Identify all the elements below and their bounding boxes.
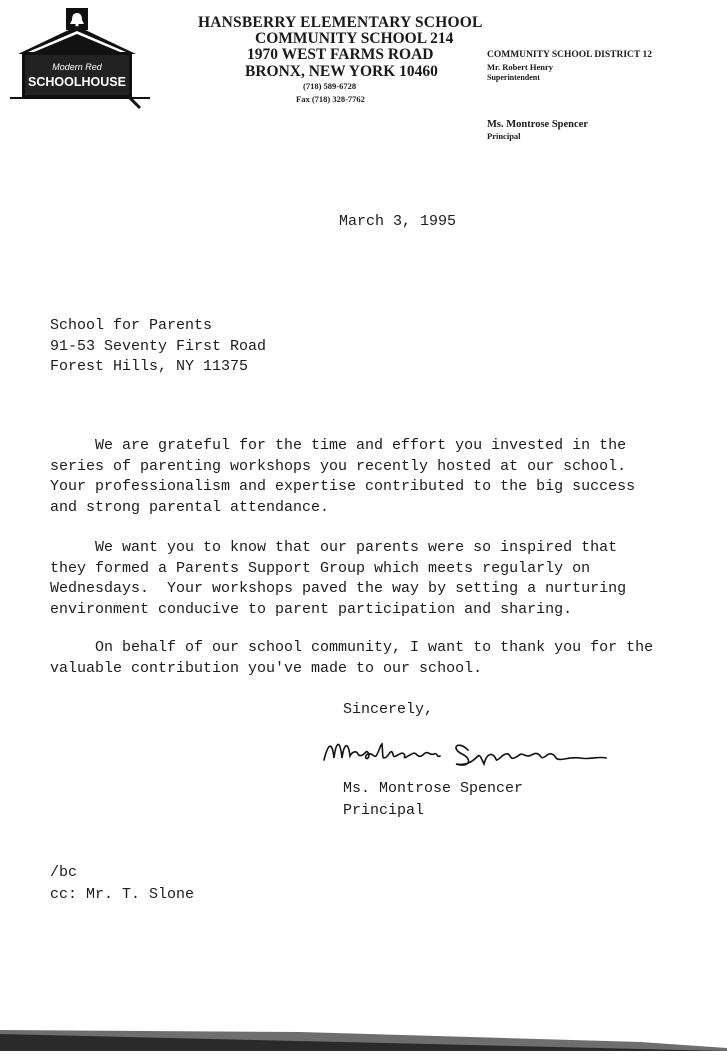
body-line: On behalf of our school community, I want to thank you for the <box>50 639 654 656</box>
schoolhouse-logo-icon <box>10 6 150 111</box>
closing: Sincerely, <box>343 701 434 718</box>
school-name: HANSBERRY ELEMENTARY SCHOOL <box>198 14 483 31</box>
recipient-line: Forest Hills, NY 11375 <box>50 358 249 375</box>
school-fax: Fax (718) 328-7762 <box>296 94 365 104</box>
body-line: and strong parental attendance. <box>50 498 330 516</box>
body-paragraph-1 <box>50 436 635 518</box>
community-school: COMMUNITY SCHOOL 214 <box>255 30 454 47</box>
recipient-address <box>50 316 266 378</box>
signature-icon <box>318 730 610 778</box>
logo-text-bottom: SCHOOLHOUSE <box>28 75 126 89</box>
body-line: Wednesdays. Your workshops paved the way by setting a nurturing <box>50 580 627 597</box>
typist-initials: /bc <box>50 864 78 881</box>
school-city: BRONX, NEW YORK 10460 <box>245 63 438 80</box>
school-logo <box>10 6 150 111</box>
principal-title: Principal <box>487 131 521 141</box>
school-street: 1970 WEST FARMS ROAD <box>247 46 434 63</box>
handwritten-signature <box>318 730 610 778</box>
body-line: they formed a Parents Support Group which meets regularly on <box>50 559 591 577</box>
principal-name: Ms. Montrose Spencer <box>487 119 588 130</box>
body-line: We want you to know that our parents were so inspired that <box>50 539 618 556</box>
signer-title: Principal <box>343 802 425 819</box>
signature-text: Montrose Spencer <box>318 730 326 731</box>
body-line: valuable contribution you've made to our school. <box>50 659 483 677</box>
body-line: series of parenting workshops you recently hosted at our school. <box>50 457 627 475</box>
superintendent-title: Superintendent <box>487 73 540 82</box>
school-phone: (718) 589-6728 <box>303 81 357 91</box>
district-name: COMMUNITY SCHOOL DISTRICT 12 <box>487 50 652 60</box>
scan-edge-icon <box>0 1020 727 1051</box>
recipient-line: School for Parents <box>50 317 213 334</box>
carbon-copy: cc: Mr. T. Slone <box>50 886 195 903</box>
body-line: Your professionalism and expertise contributed to the big success <box>50 478 636 495</box>
body-paragraph-3 <box>50 638 653 679</box>
recipient-line: 91-53 Seventy First Road <box>50 337 267 355</box>
signer-name: Ms. Montrose Spencer <box>343 780 524 797</box>
body-paragraph-2 <box>50 538 626 620</box>
letter-date: March 3, 1995 <box>339 213 457 230</box>
body-line: We are grateful for the time and effort you invested in the <box>50 437 627 454</box>
body-line: environment conducive to parent participation and sharing. <box>50 600 573 618</box>
logo-text-top: Modern Red <box>52 62 102 72</box>
scan-smudge <box>0 1020 727 1051</box>
superintendent-name: Mr. Robert Henry <box>487 62 554 72</box>
